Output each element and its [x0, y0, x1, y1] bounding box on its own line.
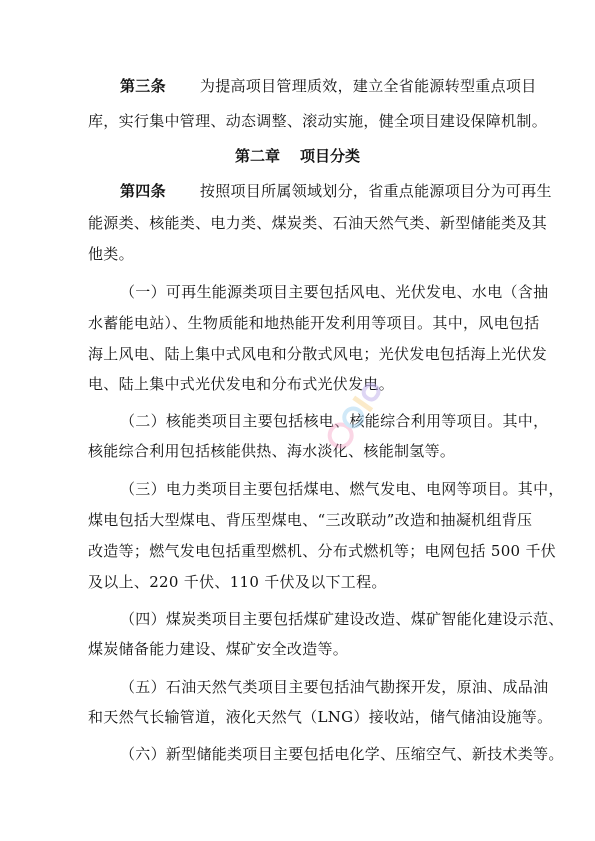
- chapter-heading: [0, 146, 595, 166]
- article4-line3: 他类。: [88, 245, 134, 263]
- chapter-title: 项目分类: [300, 147, 361, 165]
- item6-line1: （六）新型储能类项目主要包括电化学、压缩空气、新技术类等。: [120, 745, 564, 763]
- item3-line3: 改造等；燃气发电包括重型燃机、分布式燃机等；电网包括 500 千伏: [88, 542, 557, 560]
- item5-line2: 和天然气长输管道，液化天然气（LNG）接收站，储气储油设施等。: [88, 708, 553, 726]
- article4-text1: 按照项目所属领域划分，省重点能源项目分为可再生: [199, 182, 552, 200]
- item5-line1: （五）石油天然气类项目主要包括油气勘探开发，原油、成品油: [120, 678, 549, 696]
- article4-line2: 能源类、核能类、电力类、煤炭类、石油天然气类、新型储能类及其: [88, 214, 548, 232]
- watermark-logo: [300, 360, 410, 470]
- item2-line1: （二）核能类项目主要包括核电、核能综合利用等项目。其中，: [120, 412, 549, 430]
- article3-text1: 为提高项目管理质效，建立全省能源转型重点项目: [199, 77, 537, 95]
- item1-line1: （一）可再生能源类项目主要包括风电、光伏发电、水电（含抽: [120, 283, 549, 301]
- item1-line3: 海上风电、陆上集中式风电和分散式风电；光伏发电包括海上光伏发: [88, 345, 548, 363]
- chapter-number: 第二章: [234, 147, 280, 165]
- watermark-bar-2: [361, 382, 380, 401]
- article3-line2: 库，实行集中管理、动态调整、滚动实施，健全项目建设保障机制。: [88, 112, 548, 130]
- item3-line4: 及以上、220 千伏、110 千伏及以下工程。: [88, 573, 387, 591]
- article4-label: 第四条: [120, 182, 166, 200]
- item4-line2: 煤炭储备能力建设、煤矿安全改造等。: [88, 640, 349, 658]
- article3-line1: [120, 76, 550, 96]
- article3-label: 第三条: [120, 77, 166, 95]
- article4-line1: [120, 181, 550, 201]
- item2-line2: 核能综合利用包括核能供热、海水淡化、核能制氢等。: [88, 442, 456, 460]
- item3-line2: 煤电包括大型煤电、背压型煤电、“三改联动”改造和抽凝机组背压: [88, 511, 533, 529]
- item1-line4: 电、陆上集中式光伏发电和分布式光伏发电。: [88, 375, 395, 393]
- item4-line1: （四）煤炭类项目主要包括煤矿建设改造、煤矿智能化建设示范、: [120, 610, 564, 628]
- item3-line1: （三）电力类项目主要包括煤电、燃气发电、电网等项目。其中，: [120, 480, 564, 498]
- item1-line2: 水蓄能电站）、生物质能和地热能开发利用等项目。其中，风电包括: [88, 314, 540, 332]
